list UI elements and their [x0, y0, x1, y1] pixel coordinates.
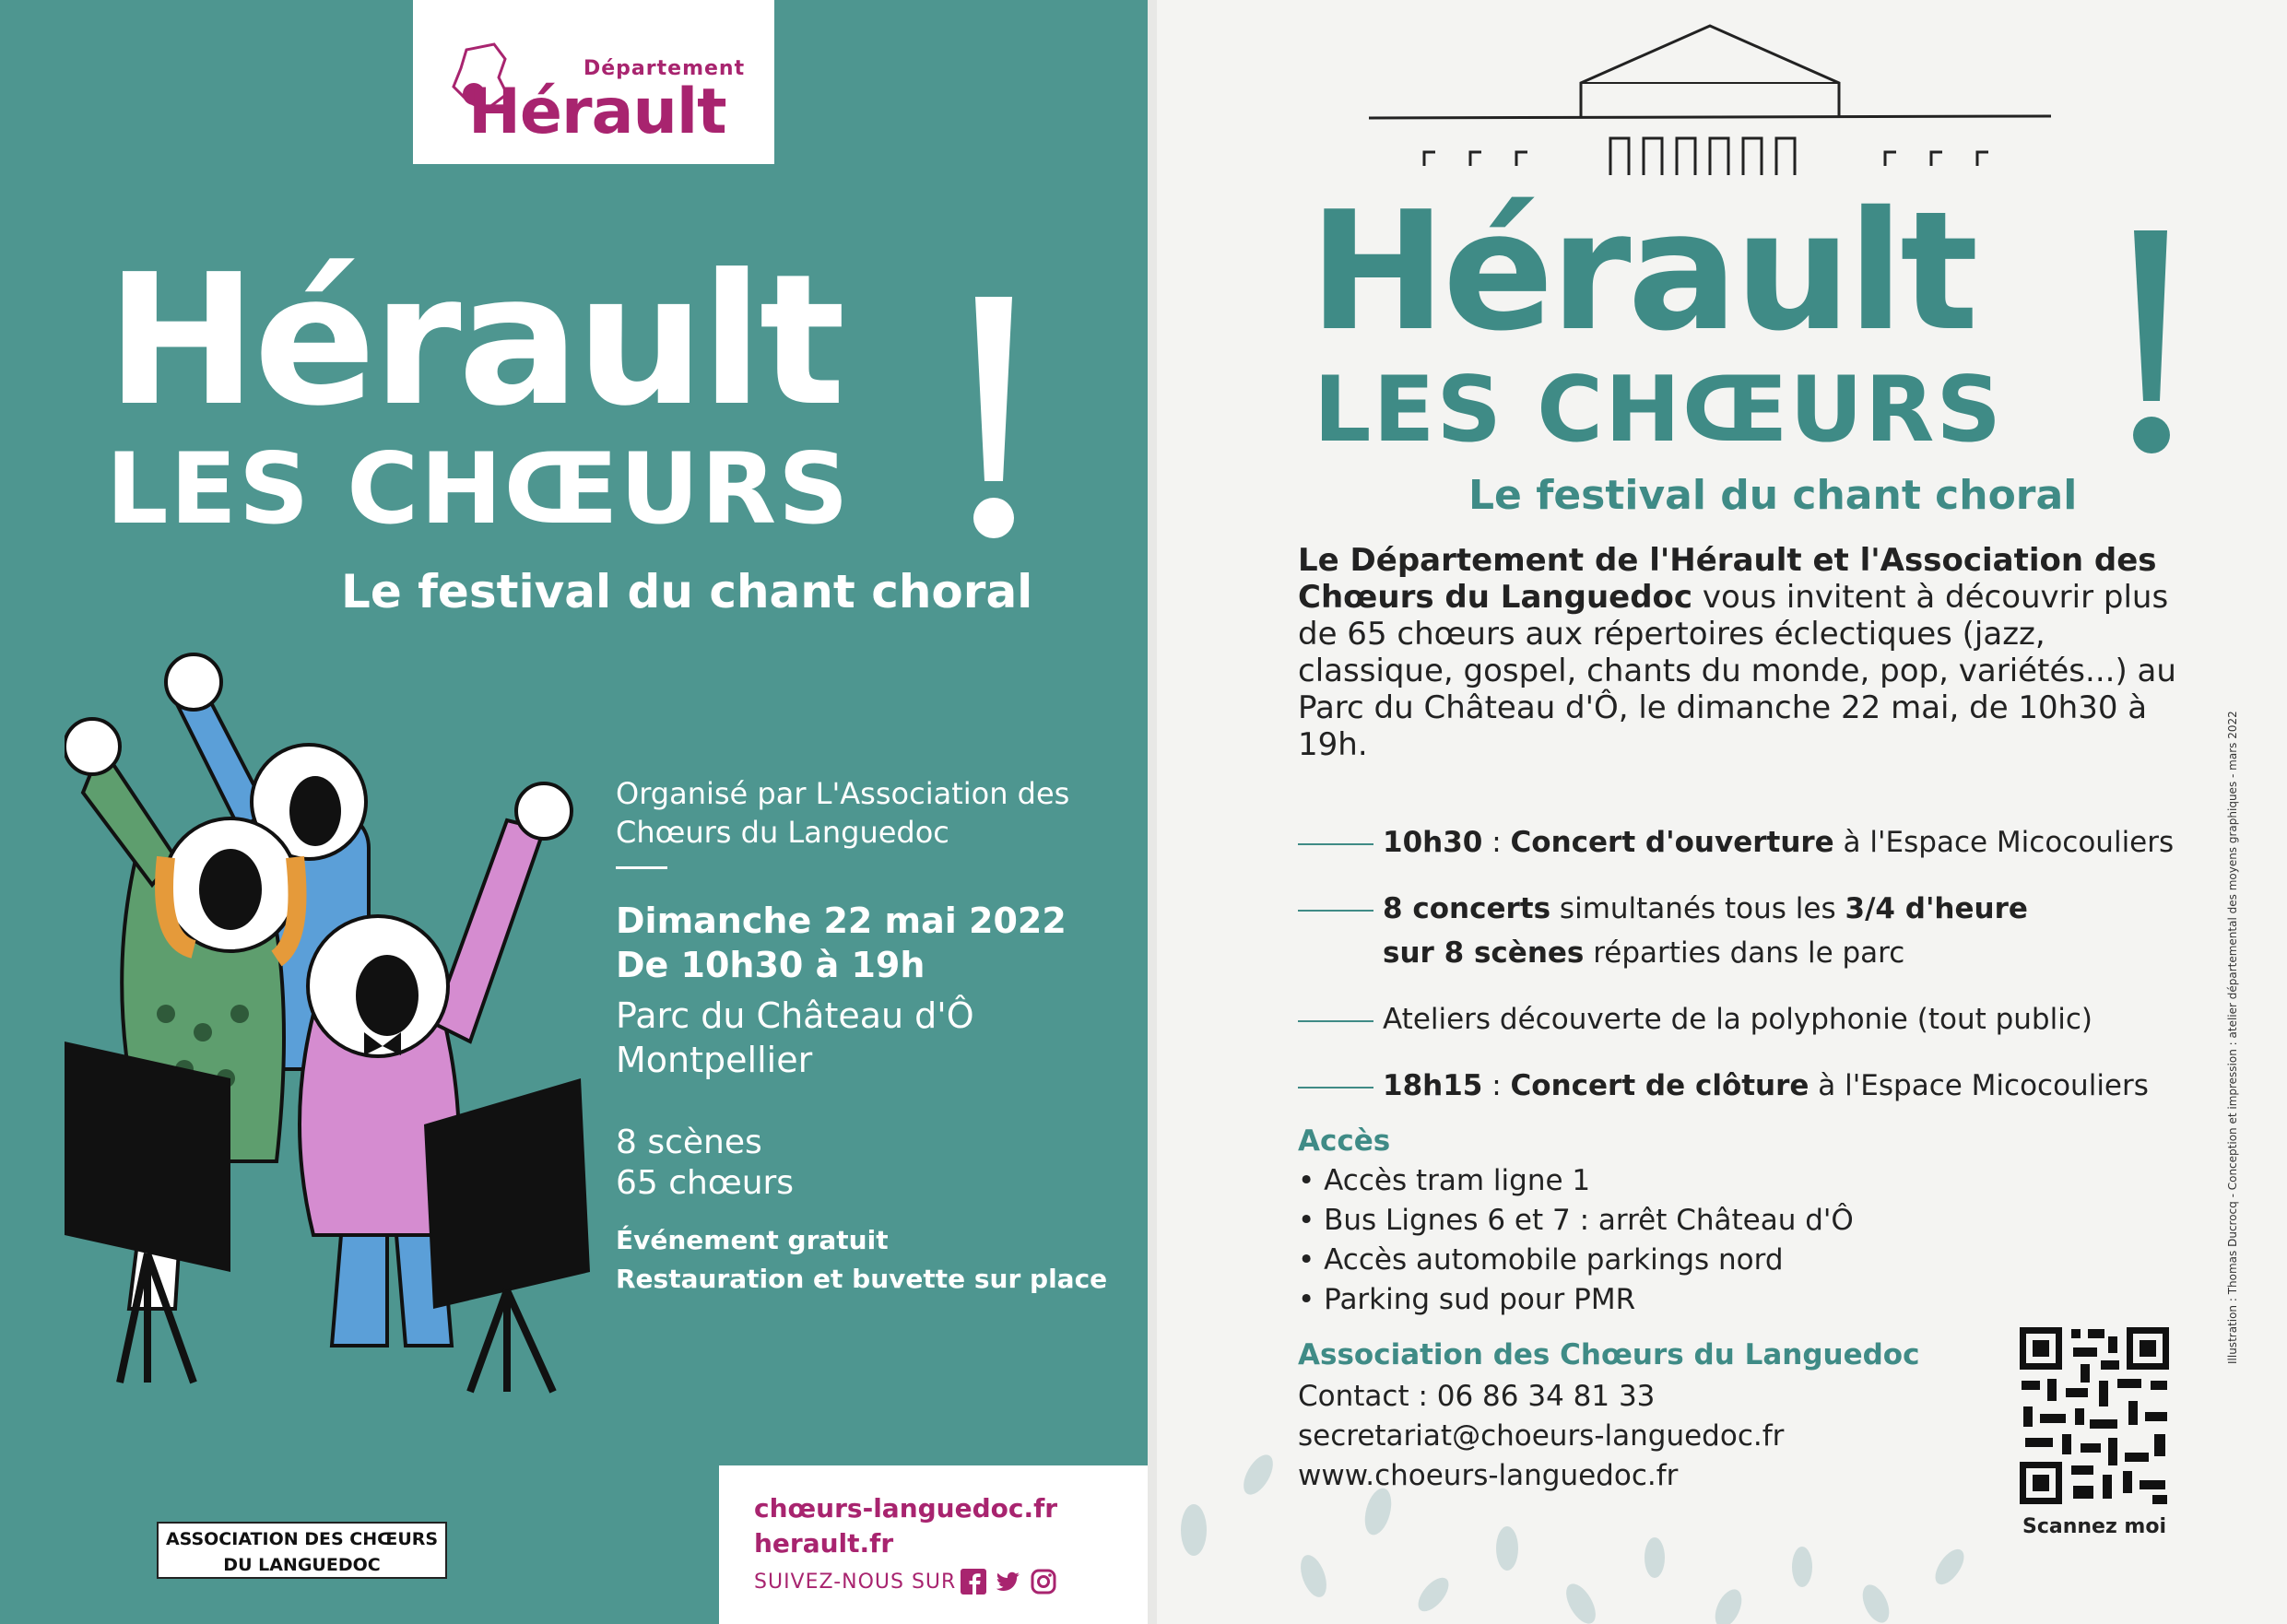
list-item: • Accès tram ligne 1: [1298, 1164, 1591, 1197]
department-logo: [413, 0, 774, 164]
chateau-sketch-illustration: [1369, 18, 2051, 184]
access-heading: Accès: [1298, 1124, 1391, 1158]
main-title-line1: Hérault: [1309, 176, 1975, 367]
logo-herault-text: Hérault: [468, 76, 726, 148]
event-stats: [616, 1123, 794, 1204]
food-text: Restauration et buvette sur place: [616, 1264, 1108, 1294]
scan-me-label: Scannez moi: [2022, 1515, 2167, 1538]
decorative-drops: [1157, 1419, 2287, 1624]
program-place: à l'Espace Micocouliers: [1809, 1069, 2149, 1102]
dash: [1298, 1087, 1373, 1089]
dash: [1298, 843, 1373, 845]
list-item: • Bus Lignes 6 et 7 : arrêt Château d'Ô: [1298, 1204, 1854, 1237]
event-datetime: [616, 899, 1067, 987]
intro-paragraph: [1298, 542, 2183, 763]
program-place: à l'Espace Micocouliers: [1833, 826, 2175, 859]
contact-website[interactable]: www.choeurs-languedoc.fr: [1298, 1459, 1679, 1492]
program-frequency: 3/4 d'heure: [1845, 892, 2028, 925]
event-info: [616, 1221, 1107, 1299]
event-venue: Parc du Château d'Ô: [616, 995, 974, 1036]
event-time: De 10h30 à 19h: [616, 945, 925, 985]
association-logo: [157, 1522, 447, 1579]
program-sep: :: [1482, 826, 1511, 859]
program-sep: :: [1482, 1069, 1511, 1102]
credits-text: Illustration : Thomas Ducrocq - Conception et impression : atelier départemental des moyens graphiques - mars 2022: [2226, 711, 2239, 1364]
scenes-count: 8 scènes: [616, 1124, 762, 1161]
websites-box: [719, 1465, 1148, 1624]
program-title: Concert d'ouverture: [1510, 826, 1834, 859]
program-text: Ateliers découverte de la polyphonie (tout public): [1383, 1003, 2092, 1036]
program-title: 8 concerts: [1383, 892, 1551, 925]
main-title-line2: LES CHŒURS: [106, 432, 851, 546]
exclamation-mark-icon: [2125, 230, 2175, 461]
contact-phone[interactable]: Contact : 06 86 34 81 33: [1298, 1380, 1656, 1413]
list-item: • Accès automobile parkings nord: [1298, 1243, 1784, 1277]
event-city: Montpellier: [616, 1040, 813, 1080]
dash: [1298, 910, 1373, 912]
contact-email[interactable]: secretariat@choeurs-languedoc.fr: [1298, 1419, 1785, 1453]
program-scenes: sur 8 scènes: [1383, 936, 1585, 970]
logo-department-text: Département: [584, 57, 746, 80]
program-item: [1298, 997, 2220, 1041]
contact-heading: Association des Chœurs du Languedoc: [1298, 1338, 1920, 1371]
association-logo-line1: ASSOCIATION DES CHŒURS: [165, 1529, 439, 1549]
program-title: Concert de clôture: [1510, 1069, 1810, 1102]
program-time: 18h15: [1383, 1069, 1483, 1102]
divider: [616, 866, 667, 869]
festival-subtitle: Le festival du chant choral: [1468, 472, 2078, 519]
facebook-icon[interactable]: [961, 1569, 986, 1595]
intro-rest: vous invitent à découvrir plus de 65 chœurs aux répertoires éclectiques (jazz, classique, gospel, chants du monde, pop, variétés...) au Parc du Château d'Ô, le dimanche 22 mai, de 10h30 à 19h.: [1298, 579, 2176, 763]
instagram-icon[interactable]: [1031, 1569, 1056, 1595]
website-choeurs-link[interactable]: chœurs-languedoc.fr: [754, 1493, 1058, 1524]
free-event-text: Événement gratuit: [616, 1225, 889, 1255]
exclamation-mark-icon: [964, 297, 1020, 546]
right-flyer: [1157, 0, 2287, 1624]
festival-subtitle: Le festival du chant choral: [341, 565, 1033, 618]
program-item: [1298, 887, 2220, 975]
program-item: [1298, 820, 2220, 865]
choir-singers-illustration: [65, 645, 599, 1401]
intro-bold: Le Département de l'Hérault et l'Association des Chœurs du Languedoc: [1298, 542, 2157, 616]
follow-us-text: SUIVEZ-NOUS SUR: [754, 1571, 957, 1594]
choirs-count: 65 chœurs: [616, 1164, 795, 1202]
website-herault-link[interactable]: herault.fr: [754, 1528, 894, 1559]
dash: [1298, 1020, 1373, 1022]
program-time: 10h30: [1383, 826, 1483, 859]
main-title-line1: Hérault: [106, 236, 843, 446]
event-location: [616, 994, 974, 1082]
association-logo-line2: DU LANGUEDOC: [223, 1555, 381, 1575]
program-text: réparties dans le parc: [1584, 936, 1905, 970]
main-title-line2: LES CHŒURS: [1314, 358, 2004, 463]
access-list: [1298, 1161, 1854, 1320]
organizer-text: Organisé par L'Association des Chœurs du Languedoc: [616, 776, 1070, 850]
list-item: • Parking sud pour PMR: [1298, 1283, 1636, 1316]
program-item: [1298, 1064, 2220, 1108]
event-date: Dimanche 22 mai 2022: [616, 900, 1067, 941]
program-text: simultanés tous les: [1550, 892, 1845, 925]
twitter-icon[interactable]: [996, 1569, 1021, 1595]
